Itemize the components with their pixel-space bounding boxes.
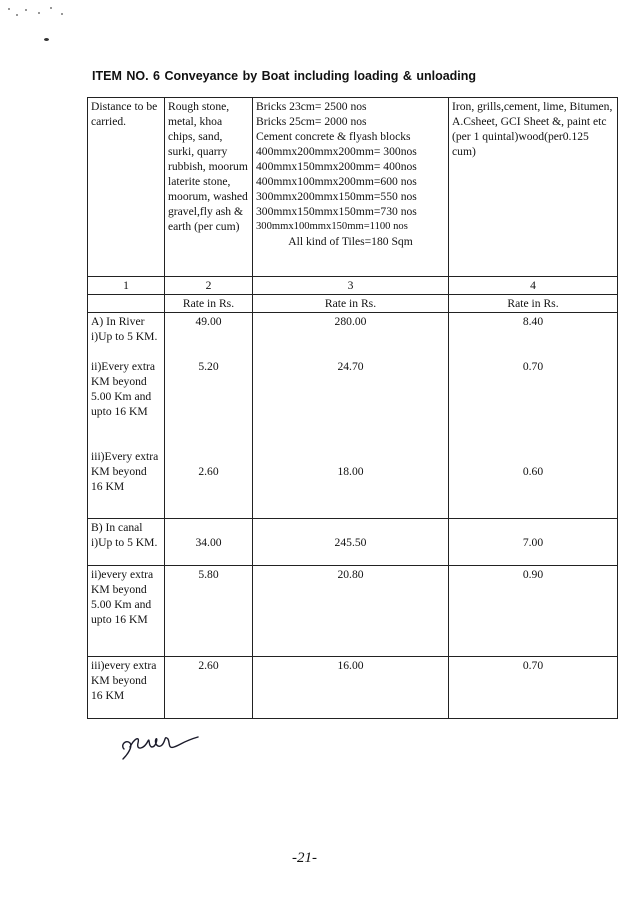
- header-distance: Distance to be carried.: [88, 98, 165, 277]
- rate-value: 7.00: [449, 519, 618, 566]
- rate-label: Rate in Rs.: [253, 295, 449, 313]
- scan-noise: [0, 0, 80, 50]
- rates-table: [87, 97, 618, 719]
- header-materials-per-cum: Rough stone, metal, khoa chips, sand, surki, quarry rubbish, moorum laterite stone, moorum, washed gravel,fly ash & earth (per cum): [165, 98, 253, 277]
- header-line: 400mmx100mmx200mm=600 nos: [256, 175, 417, 188]
- rate-value: 18.00: [337, 465, 364, 478]
- river-description: [88, 313, 165, 519]
- rate-value: 5.80: [165, 566, 253, 657]
- rate-value: 280.00: [334, 315, 367, 328]
- column-number-row: [88, 277, 618, 295]
- rate-value: 34.00: [165, 519, 253, 566]
- rate-label-row: [88, 295, 618, 313]
- section-label: A) In River: [91, 315, 145, 328]
- rate-value: 245.50: [253, 519, 449, 566]
- header-line: All kind of Tiles=180 Sqm: [288, 235, 413, 248]
- section-label: B) In canal: [91, 521, 143, 534]
- page-number: -21-: [292, 850, 317, 866]
- header-line: 400mmx200mmx200mm= 300nos: [256, 145, 417, 158]
- heading-title: Conveyance by Boat including loading & unloading: [164, 69, 477, 83]
- rate-value: 49.00: [195, 315, 222, 328]
- rate-value: 2.60: [165, 657, 253, 719]
- rate-value: 24.70: [337, 360, 364, 373]
- rate-value: 0.60: [522, 465, 544, 478]
- rate-label-empty: [88, 295, 165, 313]
- river-rates-col4: [449, 313, 618, 519]
- header-line: Bricks 25cm= 2000 nos: [256, 115, 367, 128]
- page-heading: [92, 69, 476, 83]
- rate-value: 0.70: [522, 360, 544, 373]
- distance-desc: i)Up to 5 KM.: [91, 536, 158, 549]
- header-line: Cement concrete & flyash blocks: [256, 130, 411, 143]
- table-row-canal-2: [88, 566, 618, 657]
- rate-value: 2.60: [198, 465, 219, 478]
- rate-value: 16.00: [253, 657, 449, 719]
- rate-value: 8.40: [522, 315, 544, 328]
- distance-desc: iii)Every extra KM beyond 16 KM: [91, 450, 159, 493]
- distance-desc: i)Up to 5 KM.: [91, 330, 158, 343]
- table-row-canal-3: [88, 657, 618, 719]
- distance-desc: iii)every extra KM beyond 16 KM: [88, 657, 165, 719]
- item-number: ITEM NO. 6: [92, 69, 160, 83]
- river-rates-col2: [165, 313, 253, 519]
- header-line: 300mmx200mmx150mm=550 nos: [256, 190, 417, 203]
- rate-value: 5.20: [198, 360, 219, 373]
- handwritten-signature: [118, 725, 204, 765]
- header-bricks-blocks: [253, 98, 449, 277]
- column-number: 3: [253, 277, 449, 295]
- river-rates-col3: [253, 313, 449, 519]
- rate-label: Rate in Rs.: [165, 295, 253, 313]
- rate-value: 0.70: [449, 657, 618, 719]
- table-row-canal-1: [88, 519, 618, 566]
- rate-value: 0.90: [449, 566, 618, 657]
- header-line: 300mmx100mmx150mm=1100 nos: [256, 221, 408, 232]
- rate-label: Rate in Rs.: [449, 295, 618, 313]
- header-line: 300mmx150mmx150mm=730 nos: [256, 205, 417, 218]
- table-header-row: [88, 98, 618, 277]
- header-iron-cement: Iron, grills,cement, lime, Bitumen, A.Csheet, GCI Sheet &, paint etc (per 1 quintal)wood(per0.125 cum): [449, 98, 618, 277]
- rate-value: 20.80: [253, 566, 449, 657]
- column-number: 2: [165, 277, 253, 295]
- header-line: Bricks 23cm= 2500 nos: [256, 100, 367, 113]
- column-number: 4: [449, 277, 618, 295]
- canal-description: [88, 519, 165, 566]
- column-number: 1: [88, 277, 165, 295]
- distance-desc: ii)every extra KM beyond 5.00 Km and upto 16 KM: [88, 566, 165, 657]
- distance-desc: ii)Every extra KM beyond 5.00 Km and upto 16 KM: [91, 360, 156, 418]
- table-row-river: [88, 313, 618, 519]
- header-line: 400mmx150mmx200mm= 400nos: [256, 160, 417, 173]
